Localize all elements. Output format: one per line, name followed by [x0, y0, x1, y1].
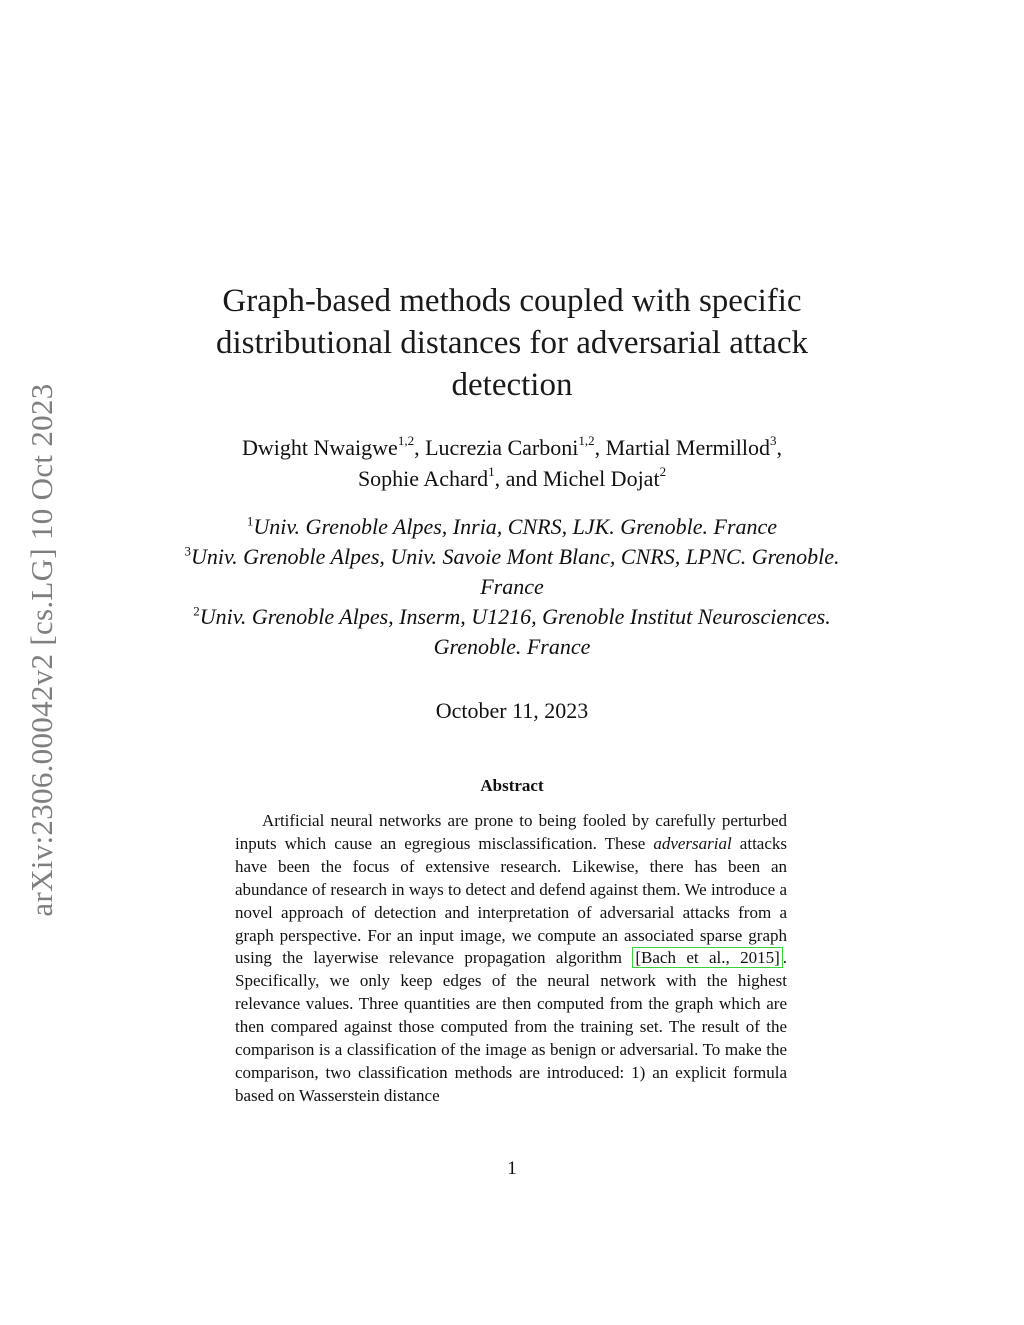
author-name: Martial Mermillod: [605, 435, 770, 460]
affiliation: [160, 512, 864, 542]
affiliation-text: Univ. Grenoble Alpes, Inria, CNRS, LJK. Grenoble. France: [253, 514, 778, 539]
citation-link[interactable]: [Bach et al., 2015]: [632, 947, 782, 968]
affiliation-list: [160, 512, 864, 662]
abstract-body: [235, 810, 787, 1108]
author-affiliation-mark: 1: [488, 463, 495, 479]
author-separator: ,: [594, 435, 606, 460]
author-separator: ,: [776, 435, 782, 460]
author-affiliation-mark: 1,2: [578, 432, 595, 448]
author-name: Lucrezia Carboni: [425, 435, 579, 460]
paper-title: [170, 280, 854, 406]
abstract-text: Artificial neural networks are prone to being fooled by carefully perturbed inputs which cause an egregious misclassification. These: [235, 811, 787, 853]
affiliation-mark: 3: [184, 543, 191, 559]
publication-date: October 11, 2023: [435, 698, 589, 723]
author-list: [150, 432, 874, 494]
affiliation: [160, 542, 864, 602]
affiliation: [160, 602, 864, 662]
abstract-emphasis: adversarial: [653, 833, 732, 853]
author-separator: ,: [414, 435, 426, 460]
page-number: 1: [507, 1158, 517, 1179]
arxiv-identifier-stamp: arXiv:2306.00042v2 [cs.LG] 10 Oct 2023: [24, 383, 59, 917]
abstract-heading: Abstract: [480, 776, 544, 795]
author-affiliation-mark: 3: [769, 432, 777, 448]
affiliation-mark: 2: [193, 603, 200, 619]
author-name: Dwight Nwaigwe: [242, 435, 398, 460]
author-affiliation-mark: 2: [659, 463, 667, 479]
affiliation-text: Univ. Grenoble Alpes, Inserm, U1216, Grenoble Institut Neurosciences. Grenoble. France: [199, 604, 831, 659]
abstract-text: attacks have been the focus of extensive research. Likewise, there has been an abundance of research in ways to detect and defend against them. We introduce a novel approach of detection and interpretation of adversarial attacks from a graph perspective. For an input image, we compute an associated sparse graph using the layerwise relevance propagation algorithm: [235, 833, 787, 968]
abstract-text: . Specifically, we only keep edges of the neural network with the highest relevance values. Three quantities are then computed from the graph which are then compared against those computed from the training set. The result of the comparison is a classification of the image as benign or adversarial. To make the comparison, two classification methods are introduced: 1) an explicit formula based on Wasserstein distance: [235, 948, 787, 1105]
title-line: detection: [451, 367, 573, 403]
author-name: Michel Dojat: [542, 466, 660, 491]
author-name: Sophie Achard: [357, 466, 489, 491]
affiliation-mark: 1: [246, 513, 254, 529]
author-affiliation-mark: 1,2: [397, 432, 415, 448]
title-line: distributional distances for adversarial attack: [216, 325, 808, 361]
affiliation-text: Univ. Grenoble Alpes, Univ. Savoie Mont Blanc, CNRS, LPNC. Grenoble. France: [191, 544, 840, 599]
title-line: Graph-based methods coupled with specific: [222, 283, 802, 319]
author-separator: , and: [494, 466, 543, 491]
